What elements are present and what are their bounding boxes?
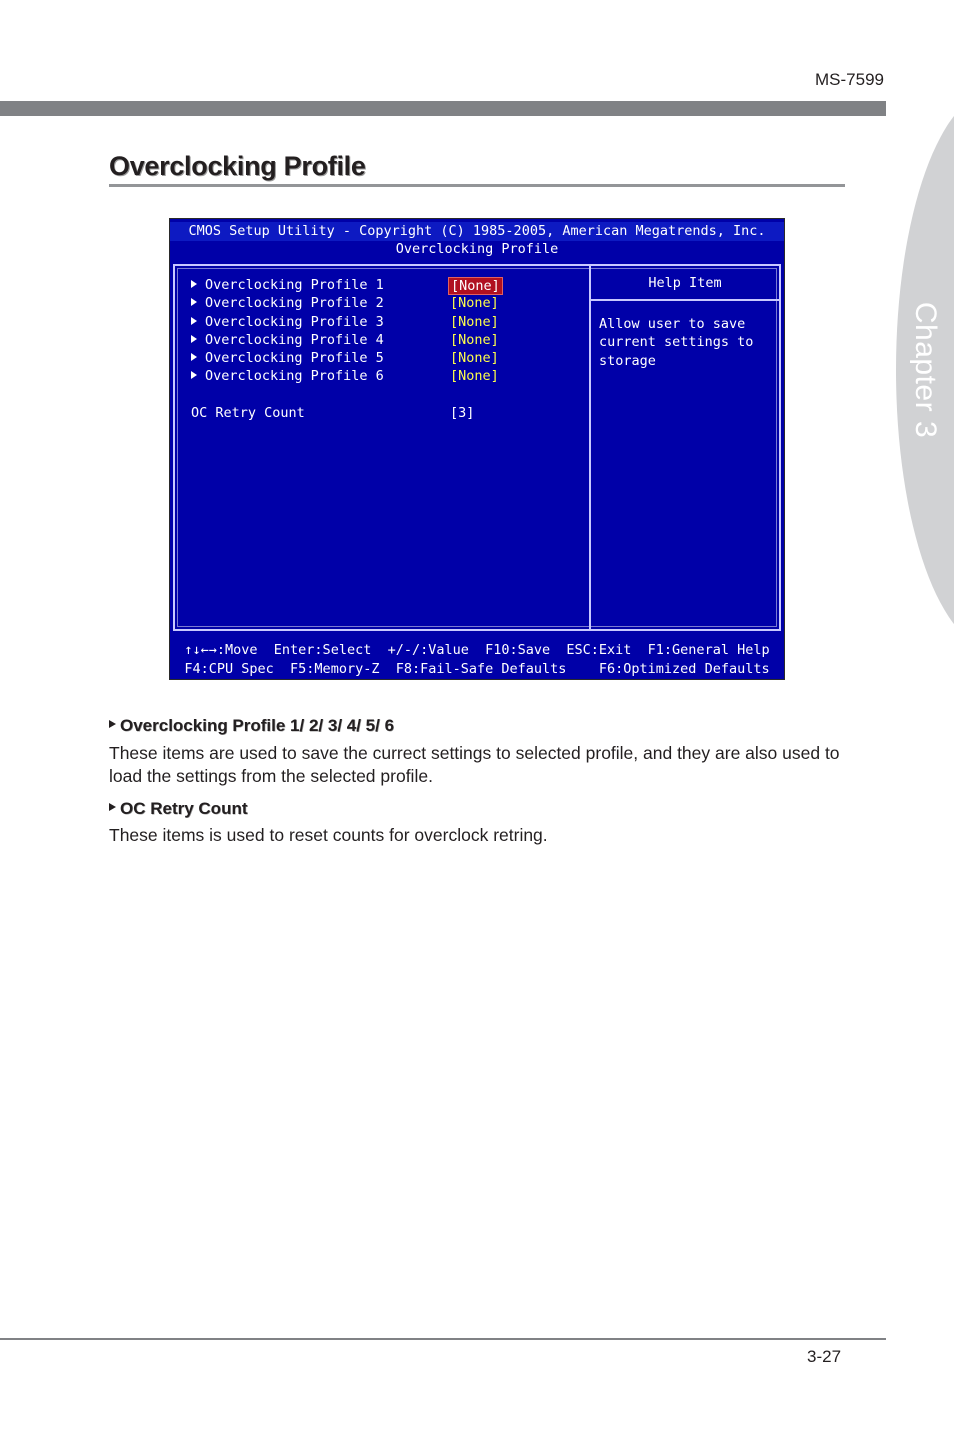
desc-heading-profiles (109, 716, 394, 736)
bios-item-value-6[interactable]: [None] (450, 368, 499, 384)
model-number: MS-7599 (815, 70, 884, 89)
bios-item-value-2[interactable]: [None] (450, 295, 499, 311)
bios-item-profile-1[interactable] (191, 276, 384, 294)
bios-key-legend-line-1: ↑↓←→:Move Enter:Select +/-/:Value F10:Save ESC:Exit F1:General Help (184, 642, 770, 658)
bios-main-frame (173, 264, 781, 631)
help-item-title: Help Item (591, 266, 779, 301)
bios-item-label: OC Retry Count (191, 405, 305, 421)
bios-screenshot (169, 218, 785, 680)
header-bar (0, 101, 886, 116)
footer-rule (0, 1338, 886, 1340)
bios-item-label: Overclocking Profile 1 (205, 277, 384, 293)
desc-heading-text: OC Retry Count (120, 799, 248, 818)
bios-subtitle: Overclocking Profile (395, 241, 559, 257)
desc-heading-oc-retry (109, 799, 248, 819)
bios-item-label: Overclocking Profile 6 (205, 368, 384, 384)
submenu-arrow-icon (191, 335, 197, 343)
bios-item-value-5[interactable]: [None] (450, 350, 499, 366)
bios-item-profile-4[interactable] (191, 331, 384, 349)
submenu-arrow-icon (191, 317, 197, 325)
desc-heading-text: Overclocking Profile 1/ 2/ 3/ 4/ 5/ 6 (120, 716, 395, 735)
title-underline (109, 184, 845, 187)
desc-text-oc-retry: These items is used to reset counts for overclock retring. (109, 825, 548, 845)
bios-item-profile-5[interactable] (191, 349, 384, 367)
bios-key-legend-line-2: F4:CPU Spec F5:Memory-Z F8:Fail-Safe Defaults F6:Optimized Defaults (184, 661, 770, 677)
bios-item-value-1[interactable]: [None] (448, 277, 503, 295)
bios-item-label: Overclocking Profile 5 (205, 350, 384, 366)
submenu-arrow-icon (191, 371, 197, 379)
bios-panel-divider (589, 266, 591, 629)
help-item-text: Allow user to save current settings to storage (599, 316, 754, 369)
bios-item-label: Overclocking Profile 3 (205, 314, 384, 330)
section-title: Overclocking Profile (109, 151, 366, 181)
submenu-arrow-icon (191, 353, 197, 361)
bullet-triangle-icon (109, 803, 116, 811)
bios-item-oc-retry-count[interactable] (191, 404, 305, 422)
bios-item-label: Overclocking Profile 4 (205, 332, 384, 348)
submenu-arrow-icon (191, 298, 197, 306)
desc-text-profiles: These items are used to save the currect settings to selected profile, and they are also used to load the settings from the selected profile. (109, 743, 840, 786)
bios-item-profile-2[interactable] (191, 294, 384, 312)
bios-item-value-4[interactable]: [None] (450, 332, 499, 348)
bios-item-value-3[interactable]: [None] (450, 314, 499, 330)
bios-item-value-retry[interactable]: [3] (450, 405, 475, 421)
bios-item-profile-3[interactable] (191, 313, 384, 331)
chapter-tab-label-wrap (898, 270, 952, 470)
bios-item-profile-6[interactable] (191, 367, 384, 385)
bios-item-label: Overclocking Profile 2 (205, 295, 384, 311)
bios-title: CMOS Setup Utility - Copyright (C) 1985-2005, American Megatrends, Inc. (170, 222, 784, 241)
page-number: 3-27 (807, 1347, 842, 1366)
submenu-arrow-icon (191, 280, 197, 288)
chapter-tab-label: Chapter 3 (909, 301, 942, 439)
bullet-triangle-icon (109, 720, 116, 728)
